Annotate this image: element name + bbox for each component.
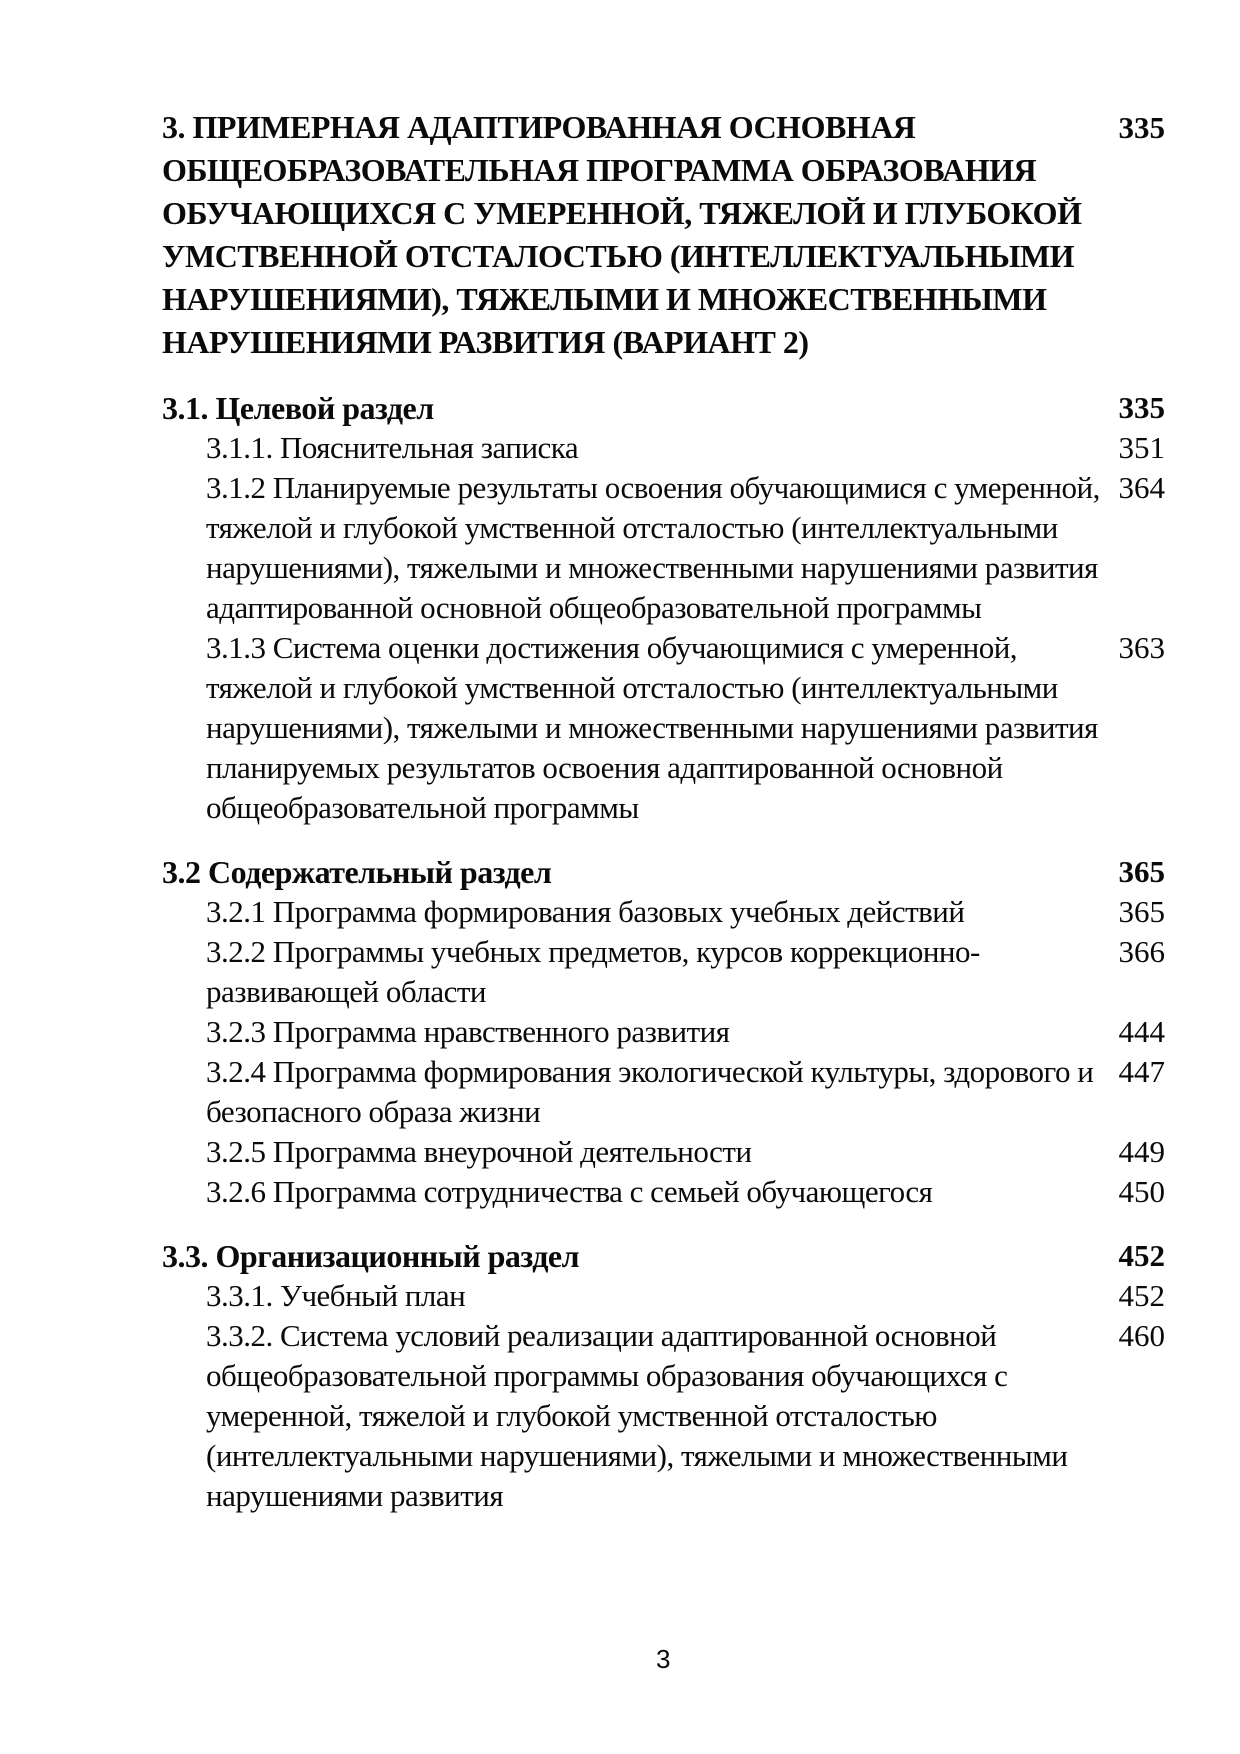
toc-entry-page-number: 365 (1118, 894, 1165, 929)
toc-entry (162, 932, 1165, 1012)
toc-section-3-2 (162, 852, 1165, 1212)
toc-entry-page-number: 364 (1118, 470, 1165, 505)
toc-section-heading (162, 852, 1165, 892)
toc-entry-page-number: 444 (1118, 1014, 1165, 1049)
toc-entry (162, 1052, 1165, 1132)
toc-entry (162, 1132, 1165, 1172)
toc-entry-text (206, 428, 1095, 468)
toc-entry-page-number: 460 (1118, 1318, 1165, 1353)
toc-entry (162, 1316, 1165, 1516)
toc-entry-text (206, 468, 1100, 628)
toc-title-entry (162, 106, 1165, 364)
toc-entry-text (206, 1172, 1095, 1212)
toc-title-line: НАРУШЕНИЯМИ РАЗВИТИЯ (ВАРИАНТ 2) (162, 324, 809, 360)
toc-section-3-3 (162, 1236, 1165, 1516)
toc-entry-text (206, 1316, 1095, 1516)
toc-entry-text (206, 1132, 1095, 1172)
toc-heading-line: 3.1. Целевой раздел (162, 390, 434, 426)
toc-entry-line: тяжелой и глубокой умственной отсталостью (интеллектуальными (206, 670, 1058, 705)
toc-entry-line: 3.2.5 Программа внеурочной деятельности (206, 1134, 752, 1169)
toc-entry (162, 428, 1165, 468)
toc-section-heading-text (162, 388, 1095, 428)
toc-entry-text (206, 628, 1098, 828)
toc-title-line: НАРУШЕНИЯМИ), ТЯЖЕЛЫМИ И МНОЖЕСТВЕННЫМИ (162, 281, 1047, 317)
toc-title-page-number: 335 (1118, 110, 1165, 145)
toc-entry-line: 3.3.1. Учебный план (206, 1278, 466, 1313)
toc-section-heading (162, 1236, 1165, 1276)
toc-entry-line: 3.2.6 Программа сотрудничества с семьей обучающегося (206, 1174, 933, 1209)
toc-entry-line: 3.1.3 Система оценки достижения обучающимися с умеренной, (206, 630, 1018, 665)
toc-entry-line: 3.2.3 Программа нравственного развития (206, 1014, 730, 1049)
toc-entry-line: 3.2.1 Программа формирования базовых учебных действий (206, 894, 965, 929)
toc-entry-text (206, 1276, 1095, 1316)
toc-entry-line: 3.2.4 Программа формирования экологической культуры, здорового и (206, 1054, 1094, 1089)
toc-entry-line: планируемых результатов освоения адаптированной основной (206, 750, 1003, 785)
toc-heading-page-number: 452 (1118, 1238, 1165, 1273)
toc-entry-page-number: 450 (1118, 1174, 1165, 1209)
toc-entry (162, 1276, 1165, 1316)
toc-title-line: УМСТВЕННОЙ ОТСТАЛОСТЬЮ (ИНТЕЛЛЕКТУАЛЬНЫМИ (162, 238, 1075, 274)
toc-title-line: 3. ПРИМЕРНАЯ АДАПТИРОВАННАЯ ОСНОВНАЯ (162, 109, 916, 145)
toc-entry-line: умеренной, тяжелой и глубокой умственной отсталостью (206, 1398, 937, 1433)
toc-entry-text (206, 892, 1095, 932)
toc-entry-page-number: 452 (1118, 1278, 1165, 1313)
toc-entry (162, 468, 1165, 628)
toc-entry-line: нарушениями развития (206, 1478, 504, 1513)
toc-section-heading-text (162, 1236, 1095, 1276)
toc-title-line: ОБЩЕОБРАЗОВАТЕЛЬНАЯ ПРОГРАММА ОБРАЗОВАНИЯ (162, 152, 1037, 188)
toc-entry-line: 3.2.2 Программы учебных предметов, курсов коррекционно- (206, 934, 980, 969)
toc-title-line: ОБУЧАЮЩИХСЯ С УМЕРЕННОЙ, ТЯЖЕЛОЙ И ГЛУБОКОЙ (162, 195, 1082, 231)
toc-entry-page-number: 449 (1118, 1134, 1165, 1169)
toc-entry-text (206, 1012, 1095, 1052)
toc-title-text (162, 106, 1095, 364)
toc-heading-line: 3.3. Организационный раздел (162, 1238, 580, 1274)
toc-entry-line: безопасного образа жизни (206, 1094, 541, 1129)
toc-entry-text (206, 1052, 1095, 1132)
toc-entry-line: 3.1.1. Пояснительная записка (206, 430, 579, 465)
toc-entry (162, 628, 1165, 828)
toc-heading-page-number: 365 (1118, 854, 1165, 889)
toc-entry-line: (интеллектуальными нарушениями), тяжелыми и множественными (206, 1438, 1068, 1473)
toc-section-heading (162, 388, 1165, 428)
toc-entry-line: 3.3.2. Система условий реализации адаптированной основной (206, 1318, 997, 1353)
toc-entry-line: развивающей области (206, 974, 486, 1009)
toc-entry-page-number: 366 (1118, 934, 1165, 969)
toc-entry-line: общеобразовательной программы образования обучающихся с (206, 1358, 1008, 1393)
toc-entry-text (206, 932, 1095, 1012)
toc-section-heading-text (162, 852, 1095, 892)
toc-entry-page-number: 351 (1118, 430, 1165, 465)
toc-entry-line: адаптированной основной общеобразовательной программы (206, 590, 982, 625)
toc-entry-line: общеобразовательной программы (206, 790, 639, 825)
toc-entry (162, 1172, 1165, 1212)
toc-heading-line: 3.2 Содержательный раздел (162, 854, 552, 890)
toc-entry-line: нарушениями), тяжелыми и множественными нарушениями развития (206, 550, 1098, 585)
footer-page-number: 3 (656, 1644, 671, 1674)
toc-entry (162, 1012, 1165, 1052)
toc-entry-line: 3.1.2 Планируемые результаты освоения обучающимися с умеренной, (206, 470, 1100, 505)
toc-entry-line: нарушениями), тяжелыми и множественными нарушениями развития (206, 710, 1098, 745)
toc-heading-page-number: 335 (1118, 390, 1165, 425)
toc-entry-line: тяжелой и глубокой умственной отсталостью (интеллектуальными (206, 510, 1058, 545)
toc-entry (162, 892, 1165, 932)
toc-section-3-1 (162, 388, 1165, 828)
toc-entry-page-number: 363 (1118, 630, 1165, 665)
toc-entry-page-number: 447 (1118, 1054, 1165, 1089)
